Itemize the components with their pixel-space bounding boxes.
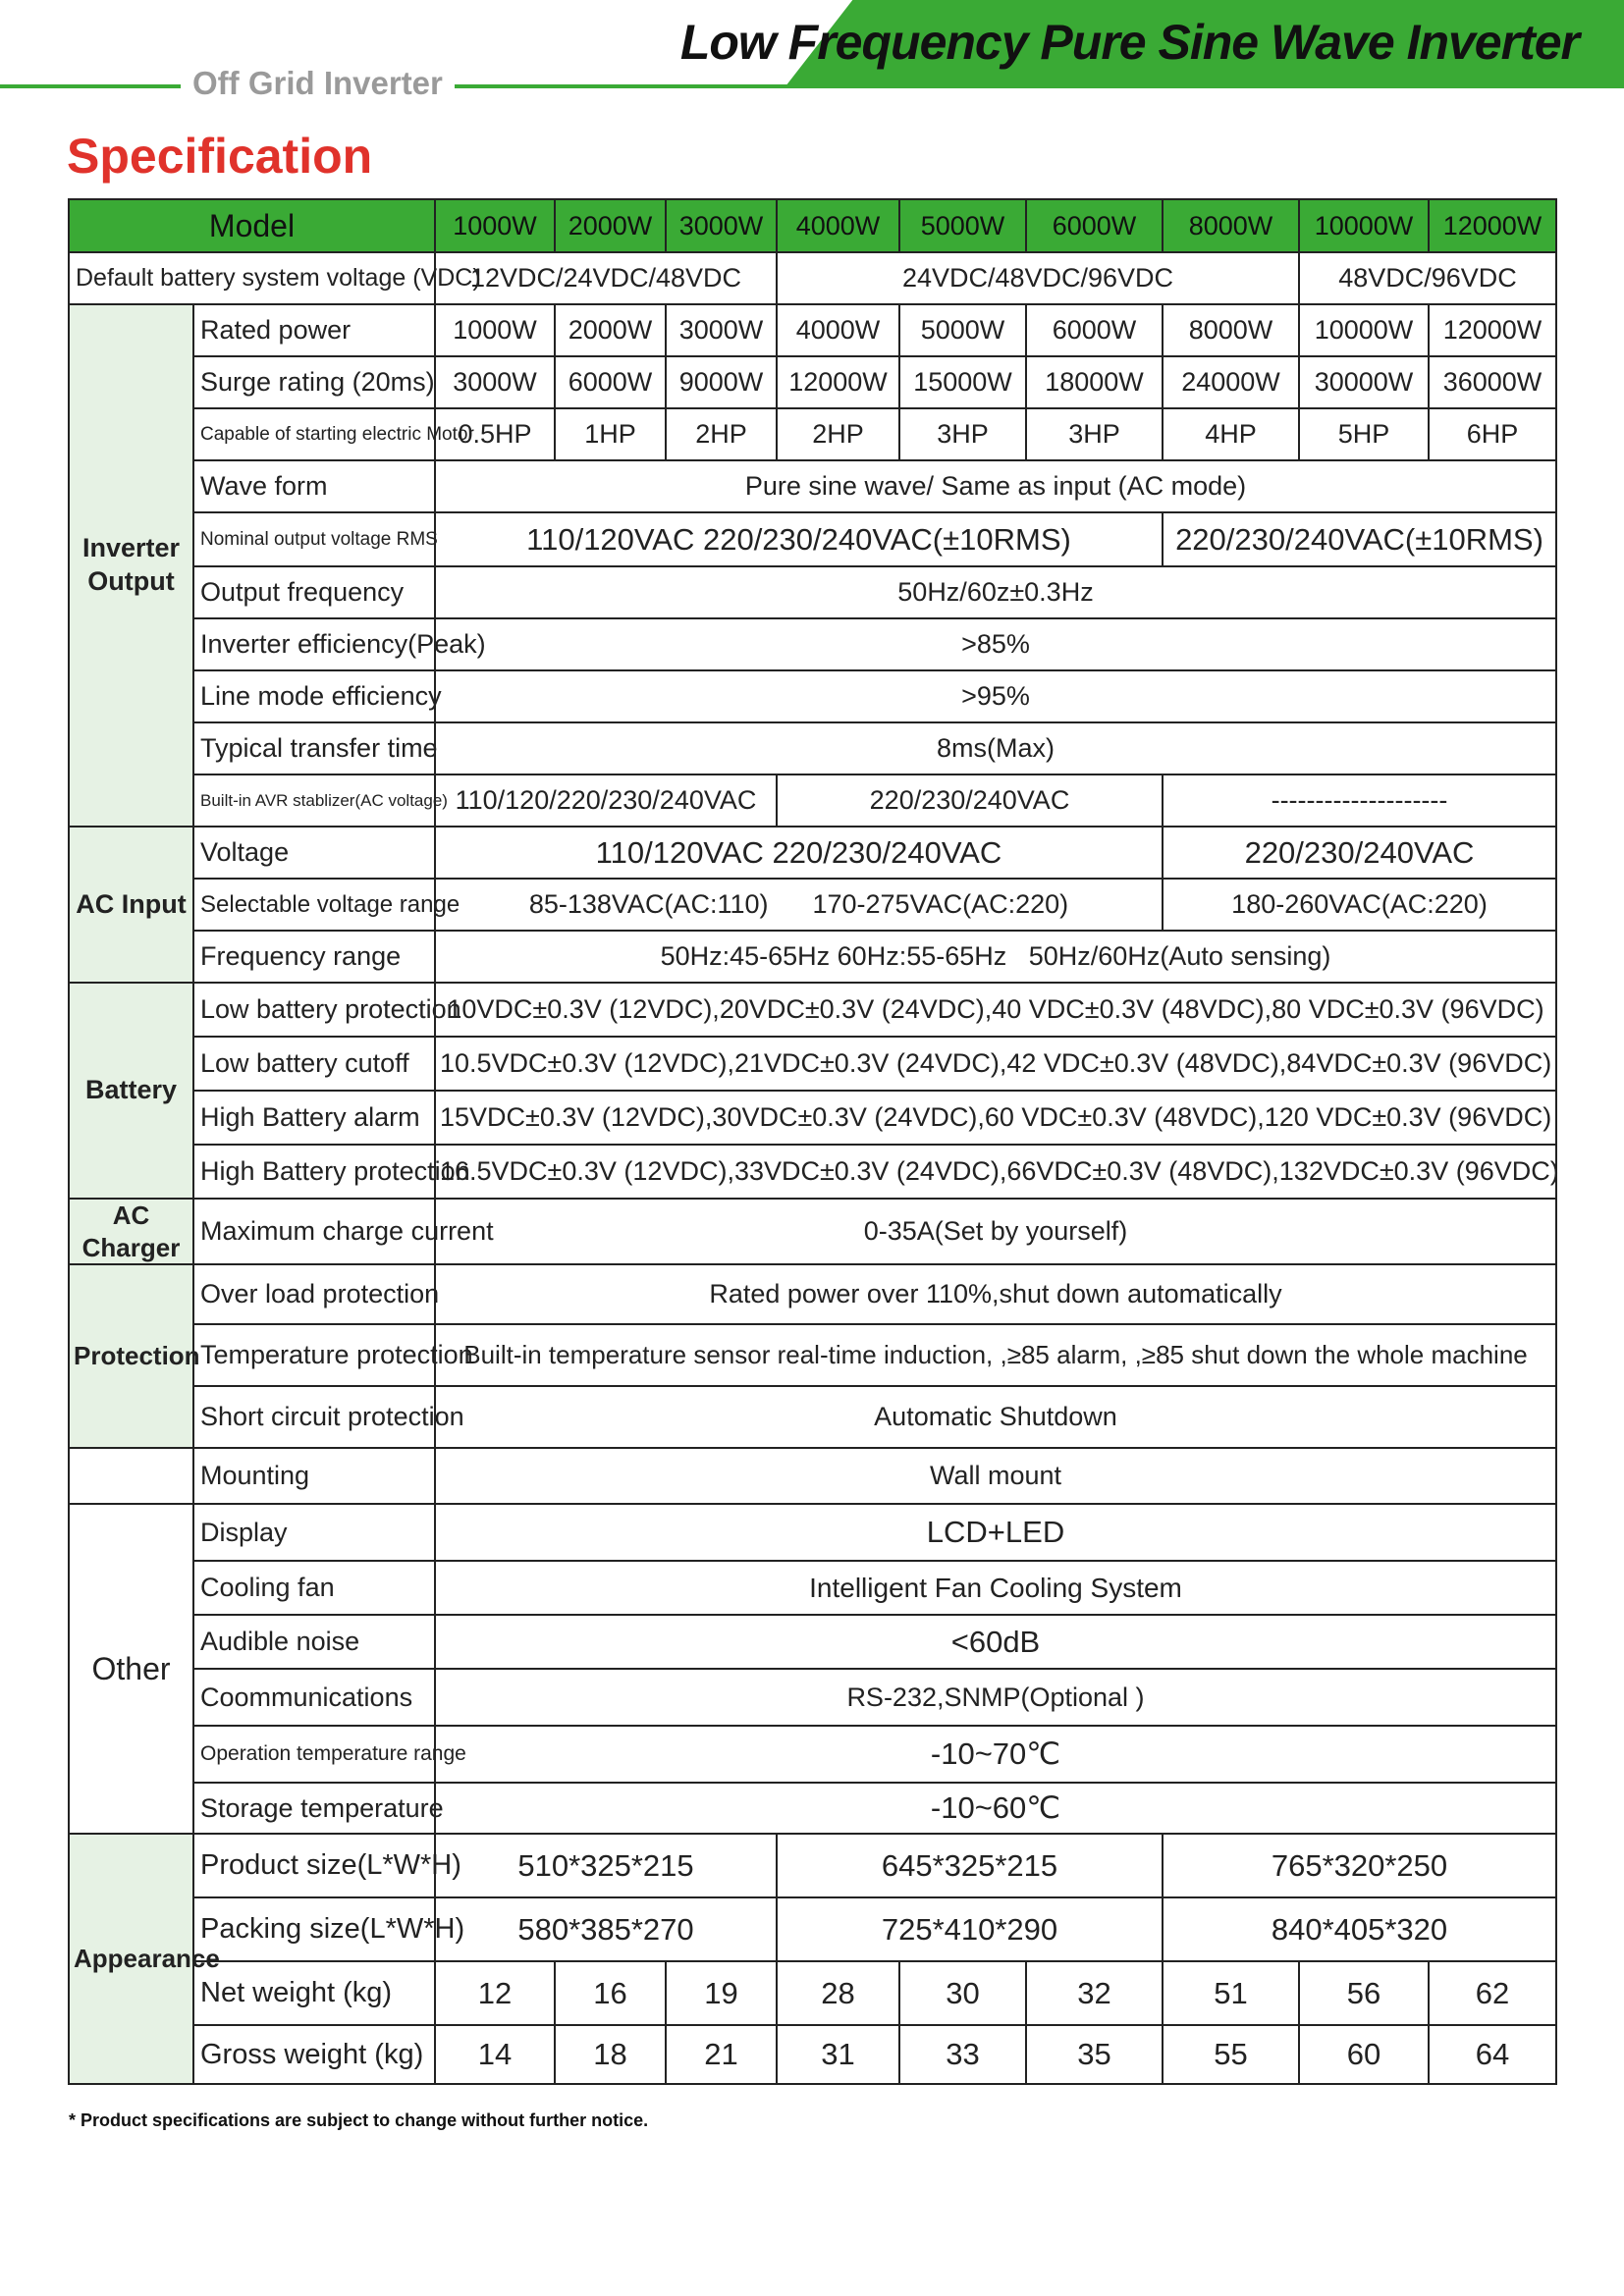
value-cell: 9000W	[666, 356, 777, 408]
frequency-range-row	[69, 931, 1556, 983]
rated-power-row	[69, 304, 1556, 356]
value-cell: 3HP	[899, 408, 1026, 460]
category-battery: Battery	[69, 983, 193, 1199]
footnote: * Product specifications are subject to change without further notice.	[69, 2110, 649, 2130]
value-cell: 62	[1429, 1961, 1556, 2025]
value-cell: 4000W	[777, 304, 899, 356]
value-cell: 765*320*250	[1163, 1834, 1556, 1897]
motor-row	[69, 408, 1556, 460]
default-battery-group: 48VDC/96VDC	[1299, 252, 1556, 304]
param-label: Selectable voltage range	[193, 879, 435, 931]
value-cell: >95%	[435, 670, 1556, 722]
line-efficiency-row	[69, 670, 1556, 722]
param-label: Low battery protection	[193, 983, 435, 1037]
value-cell: 12000W	[777, 356, 899, 408]
category-appearance: Appearance	[69, 1834, 193, 2084]
value-cell: >85%	[435, 618, 1556, 670]
blank-category	[69, 1448, 193, 1504]
category-inverter-output: Inverter Output	[69, 304, 193, 827]
temperature-protection-row	[69, 1324, 1556, 1386]
param-label: Rated power	[193, 304, 435, 356]
wave-form-row	[69, 460, 1556, 512]
value-cell: 0-35A(Set by yourself)	[435, 1199, 1556, 1264]
value-cell: 3000W	[666, 304, 777, 356]
param-label: High Battery protection	[193, 1145, 435, 1199]
value-cell: 6000W	[555, 356, 666, 408]
value-cell: 8ms(Max)	[435, 722, 1556, 774]
param-label: Low battery cutoff	[193, 1037, 435, 1091]
param-label: Short circuit protection	[193, 1386, 435, 1448]
value-cell: 28	[777, 1961, 899, 2025]
value-cell: --------------------	[1163, 774, 1556, 827]
category-ac-input: AC Input	[69, 827, 193, 983]
value-cell: 50Hz:45-65Hz 60Hz:55-65Hz 50Hz/60Hz(Auto sensing)	[435, 931, 1556, 983]
section-title: Specification	[67, 129, 373, 184]
model-cell: 1000W	[435, 199, 555, 252]
value-cell: 0.5HP	[435, 408, 555, 460]
model-cell: 3000W	[666, 199, 777, 252]
value-cell: Rated power over 110%,shut down automatically	[435, 1264, 1556, 1324]
value-cell: LCD+LED	[435, 1504, 1556, 1561]
param-label: Typical transfer time	[193, 722, 435, 774]
value-cell: 580*385*270	[435, 1897, 777, 1961]
param-label: Gross weight (kg)	[193, 2025, 435, 2084]
value-cell: 14	[435, 2025, 555, 2084]
param-label: Display	[193, 1504, 435, 1561]
value-cell: 10000W	[1299, 304, 1429, 356]
overload-protection-row	[69, 1264, 1556, 1324]
param-label: Temperature protection	[193, 1324, 435, 1386]
category-protection: Protection	[69, 1264, 193, 1448]
param-label: High Battery alarm	[193, 1091, 435, 1145]
value-cell: 8000W	[1163, 304, 1299, 356]
value-cell: -10~60℃	[435, 1783, 1556, 1834]
value-cell: 30	[899, 1961, 1026, 2025]
high-battery-protection-row	[69, 1145, 1556, 1199]
value-cell: 32	[1026, 1961, 1163, 2025]
net-weight-row	[69, 1961, 1556, 2025]
value-cell: 645*325*215	[777, 1834, 1163, 1897]
default-battery-row	[69, 252, 1556, 304]
param-label: Frequency range	[193, 931, 435, 983]
value-cell: 725*410*290	[777, 1897, 1163, 1961]
value-cell: 220/230/240VAC	[1163, 827, 1556, 879]
value-cell: 5000W	[899, 304, 1026, 356]
value-cell: 50Hz/60z±0.3Hz	[435, 566, 1556, 618]
category-other: Other	[69, 1504, 193, 1834]
value-cell: 35	[1026, 2025, 1163, 2084]
value-cell: 18	[555, 2025, 666, 2084]
value-cell: Intelligent Fan Cooling System	[435, 1561, 1556, 1615]
nominal-voltage-row	[69, 512, 1556, 566]
product-size-row	[69, 1834, 1556, 1897]
default-battery-group: 24VDC/48VDC/96VDC	[777, 252, 1299, 304]
value-cell: 510*325*215	[435, 1834, 777, 1897]
model-cell: 8000W	[1163, 199, 1299, 252]
value-cell: 840*405*320	[1163, 1897, 1556, 1961]
default-battery-group: 12VDC/24VDC/48VDC	[435, 252, 777, 304]
communications-row	[69, 1669, 1556, 1726]
value-cell: 36000W	[1429, 356, 1556, 408]
param-label: Packing size(L*W*H)	[193, 1897, 435, 1961]
cooling-fan-row	[69, 1561, 1556, 1615]
value-cell: 21	[666, 2025, 777, 2084]
value-cell: 2HP	[666, 408, 777, 460]
transfer-time-row	[69, 722, 1556, 774]
value-cell: 2000W	[555, 304, 666, 356]
value-cell: 220/230/240VAC	[777, 774, 1163, 827]
param-label: Coommunications	[193, 1669, 435, 1726]
param-label: Inverter efficiency(Peak)	[193, 618, 435, 670]
value-cell: 15000W	[899, 356, 1026, 408]
value-cell: 15VDC±0.3V (12VDC),30VDC±0.3V (24VDC),60 VDC±0.3V (48VDC),120 VDC±0.3V (96VDC)	[435, 1091, 1556, 1145]
value-cell: 24000W	[1163, 356, 1299, 408]
category-ac-charger: AC Charger	[69, 1199, 193, 1264]
param-label: Operation temperature range	[193, 1726, 435, 1783]
param-label: Capable of starting electric Motor	[193, 408, 435, 460]
param-label: Cooling fan	[193, 1561, 435, 1615]
param-label: Line mode efficiency	[193, 670, 435, 722]
value-cell: 5HP	[1299, 408, 1429, 460]
model-cell: 4000W	[777, 199, 899, 252]
model-cell: 6000W	[1026, 199, 1163, 252]
param-label: Audible noise	[193, 1615, 435, 1669]
value-cell: 180-260VAC(AC:220)	[1163, 879, 1556, 931]
value-cell: 33	[899, 2025, 1026, 2084]
value-cell: 12000W	[1429, 304, 1556, 356]
page-subtitle: Off Grid Inverter	[181, 65, 455, 102]
value-cell: 10.5VDC±0.3V (12VDC),21VDC±0.3V (24VDC),42 VDC±0.3V (48VDC),84VDC±0.3V (96VDC)	[435, 1037, 1556, 1091]
value-cell: 19	[666, 1961, 777, 2025]
value-cell: 64	[1429, 2025, 1556, 2084]
param-label: Net weight (kg)	[193, 1961, 435, 2025]
surge-rating-row	[69, 356, 1556, 408]
value-cell: 85-138VAC(AC:110) 170-275VAC(AC:220)	[435, 879, 1163, 931]
value-cell: Automatic Shutdown	[435, 1386, 1556, 1448]
model-cell: 5000W	[899, 199, 1026, 252]
param-label: Nominal output voltage RMS	[193, 512, 435, 566]
low-battery-protection-row	[69, 983, 1556, 1037]
model-cell: 10000W	[1299, 199, 1429, 252]
model-cell: 12000W	[1429, 199, 1556, 252]
model-cell: 2000W	[555, 199, 666, 252]
inverter-efficiency-row	[69, 618, 1556, 670]
param-label: Mounting	[193, 1448, 435, 1504]
ac-voltage-row	[69, 827, 1556, 879]
output-frequency-row	[69, 566, 1556, 618]
value-cell: 60	[1299, 2025, 1429, 2084]
param-label: Voltage	[193, 827, 435, 879]
spec-table	[68, 198, 1557, 2085]
param-label: Storage temperature	[193, 1783, 435, 1834]
mounting-row	[69, 1448, 1556, 1504]
value-cell: Pure sine wave/ Same as input (AC mode)	[435, 460, 1556, 512]
selectable-range-row	[69, 879, 1556, 931]
value-cell: 2HP	[777, 408, 899, 460]
param-label: Surge rating (20ms)	[193, 356, 435, 408]
value-cell: 56	[1299, 1961, 1429, 2025]
max-charge-current-row	[69, 1199, 1556, 1264]
low-battery-cutoff-row	[69, 1037, 1556, 1091]
value-cell: 51	[1163, 1961, 1299, 2025]
value-cell: 31	[777, 2025, 899, 2084]
value-cell: 110/120/220/230/240VAC	[435, 774, 777, 827]
value-cell: 18000W	[1026, 356, 1163, 408]
value-cell: 220/230/240VAC(±10RMS)	[1163, 512, 1556, 566]
value-cell: -10~70℃	[435, 1726, 1556, 1783]
operation-temperature-row	[69, 1726, 1556, 1783]
short-circuit-row	[69, 1386, 1556, 1448]
high-battery-alarm-row	[69, 1091, 1556, 1145]
value-cell: 16.5VDC±0.3V (12VDC),33VDC±0.3V (24VDC),66VDC±0.3V (48VDC),132VDC±0.3V (96VDC)	[435, 1145, 1556, 1199]
gross-weight-row	[69, 2025, 1556, 2084]
param-label: Over load protection	[193, 1264, 435, 1324]
value-cell: 3HP	[1026, 408, 1163, 460]
model-label: Model	[69, 199, 435, 252]
value-cell: 6HP	[1429, 408, 1556, 460]
value-cell: 110/120VAC 220/230/240VAC(±10RMS)	[435, 512, 1163, 566]
value-cell: RS-232,SNMP(Optional )	[435, 1669, 1556, 1726]
param-label: Built-in AVR stablizer(AC voltage)	[193, 774, 435, 827]
value-cell: Wall mount	[435, 1448, 1556, 1504]
value-cell: Built-in temperature sensor real-time induction, ,≥85 alarm, ,≥85 shut down the whole machine	[435, 1324, 1556, 1386]
param-label: Maximum charge current	[193, 1199, 435, 1264]
value-cell: 12	[435, 1961, 555, 2025]
param-label: Wave form	[193, 460, 435, 512]
value-cell: 110/120VAC 220/230/240VAC	[435, 827, 1163, 879]
value-cell: 1000W	[435, 304, 555, 356]
param-label: Product size(L*W*H)	[193, 1834, 435, 1897]
storage-temperature-row	[69, 1783, 1556, 1834]
value-cell: 6000W	[1026, 304, 1163, 356]
avr-row	[69, 774, 1556, 827]
value-cell: 16	[555, 1961, 666, 2025]
value-cell: 4HP	[1163, 408, 1299, 460]
value-cell: <60dB	[435, 1615, 1556, 1669]
param-label: Output frequency	[193, 566, 435, 618]
banner-title: Low Frequency Pure Sine Wave Inverter	[679, 15, 1579, 70]
packing-size-row	[69, 1897, 1556, 1961]
value-cell: 55	[1163, 2025, 1299, 2084]
model-row	[69, 199, 1556, 252]
value-cell: 30000W	[1299, 356, 1429, 408]
value-cell: 3000W	[435, 356, 555, 408]
audible-noise-row	[69, 1615, 1556, 1669]
value-cell: 10VDC±0.3V (12VDC),20VDC±0.3V (24VDC),40 VDC±0.3V (48VDC),80 VDC±0.3V (96VDC)	[435, 983, 1556, 1037]
default-battery-label: Default battery system voltage (VDC)	[69, 252, 435, 304]
value-cell: 1HP	[555, 408, 666, 460]
display-row	[69, 1504, 1556, 1561]
